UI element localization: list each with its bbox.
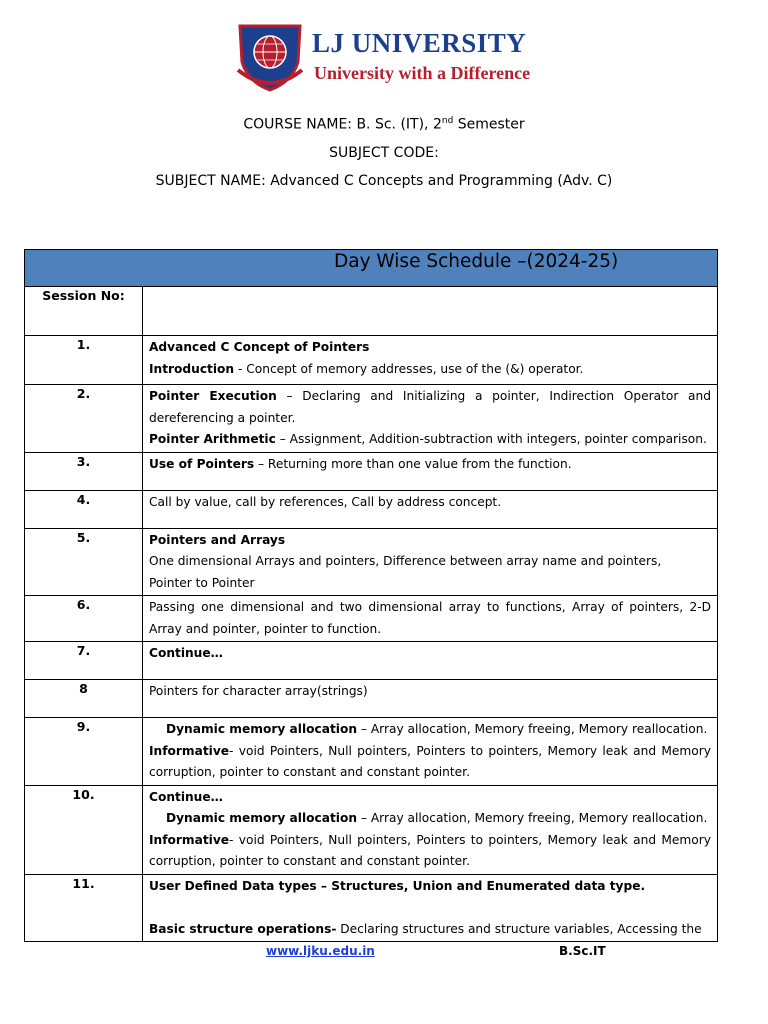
course-name: COURSE NAME: B. Sc. (IT), 2nd Semester	[243, 116, 525, 133]
table-row	[25, 680, 718, 718]
topic-line: Dynamic memory allocation – Array allocation, Memory freeing, Memory reallocation.	[166, 722, 708, 736]
university-logo	[232, 22, 542, 94]
topic-heading: Continue…	[149, 646, 223, 660]
session-topic	[143, 642, 718, 680]
program-label: B.Sc.IT	[559, 944, 606, 958]
topic-heading: Pointers and Arrays	[149, 532, 286, 547]
table-row	[25, 596, 718, 642]
topic-line: Informative- void Pointers, Null pointers, Pointers to pointers, Memory leak and Memory corruption, pointer to constant and constant pointer.	[149, 743, 711, 779]
session-header: Session No:	[25, 287, 143, 336]
session-number: 10.	[25, 785, 143, 874]
topic-heading: Informative	[149, 832, 230, 847]
topic-heading: User Defined Data types – Structures, Union and Enumerated data type.	[149, 878, 646, 893]
session-number: 4.	[25, 490, 143, 528]
session-topic	[143, 680, 718, 718]
topic-heading: Informative	[149, 743, 230, 758]
session-number: 8	[25, 680, 143, 718]
topic-line: Basic structure operations- Declaring structures and structure variables, Accessing the	[149, 921, 702, 936]
topic-heading: Basic structure operations-	[149, 921, 337, 936]
table-row	[25, 718, 718, 786]
topic-heading: Pointer Execution	[149, 389, 277, 403]
subject-name: SUBJECT NAME: Advanced C Concepts and Programming (Adv. C)	[155, 173, 613, 189]
table-row	[25, 490, 718, 528]
session-number: 7.	[25, 642, 143, 680]
shield-emblem-icon	[232, 22, 308, 92]
topic-line: Passing one dimensional and two dimensional array to functions, Array of pointers, 2-D Array and pointer, pointer to function.	[149, 600, 711, 636]
topic-line	[149, 787, 711, 809]
table-row	[25, 874, 718, 942]
topic-heading: Pointer Arithmetic	[149, 432, 276, 446]
session-number: 5.	[25, 528, 143, 596]
topic-line: Pointer Arithmetic – Assignment, Addition-subtraction with integers, pointer comparison.	[149, 432, 707, 446]
schedule-title-row	[25, 250, 718, 287]
topic-heading: Advanced C Concept of Pointers	[149, 340, 370, 354]
table-row	[25, 452, 718, 490]
topic-heading: Dynamic memory allocation	[166, 811, 357, 825]
session-topic	[143, 718, 718, 786]
session-topic	[143, 874, 718, 942]
table-row	[25, 528, 718, 596]
logo-tagline: University with a Difference	[314, 63, 531, 83]
session-topic	[143, 452, 718, 490]
table-row	[25, 385, 718, 453]
topic-line: Use of Pointers – Returning more than one value from the function.	[149, 456, 572, 471]
topic-line: One dimensional Arrays and pointers, Difference between array name and pointers,	[149, 554, 662, 568]
topic-heading: Continue…	[149, 789, 223, 804]
topic-heading: Introduction	[149, 361, 235, 376]
session-topic	[143, 336, 718, 385]
session-topic	[143, 785, 718, 874]
session-number: 11.	[25, 874, 143, 942]
schedule-table	[24, 249, 718, 942]
topic-line: Pointers for character array(strings)	[149, 684, 368, 698]
topic-heading: Dynamic memory allocation	[166, 722, 357, 736]
topic-line: Dynamic memory allocation – Array allocation, Memory freeing, Memory reallocation.	[166, 811, 708, 825]
session-number: 3.	[25, 452, 143, 490]
topic-line	[149, 643, 711, 665]
session-topic	[143, 385, 718, 453]
schedule-title: Day Wise Schedule –(2024-25)	[334, 251, 619, 272]
topic-line: Informative- void Pointers, Null pointers, Pointers to pointers, Memory leak and Memory corruption, pointer to constant and constant pointer.	[149, 832, 711, 868]
topic-line: Call by value, call by references, Call by address concept.	[149, 494, 502, 509]
session-topic	[143, 528, 718, 596]
table-header-row	[25, 287, 718, 336]
topic-line: Pointer Execution – Declaring and Initializing a pointer, Indirection Operator and dereferencing a pointer.	[149, 389, 711, 425]
table-row	[25, 785, 718, 874]
topic-heading: Use of Pointers	[149, 456, 255, 471]
topic-line	[149, 530, 711, 552]
topic-line	[149, 337, 711, 359]
table-row	[25, 642, 718, 680]
session-topic	[143, 596, 718, 642]
topic-line	[149, 876, 711, 898]
session-number: 6.	[25, 596, 143, 642]
topic-line: Pointer to Pointer	[149, 575, 255, 590]
topic-line	[149, 897, 711, 919]
website-link[interactable]: www.ljku.edu.in	[266, 944, 375, 958]
topic-line: Introduction - Concept of memory addresses, use of the (&) operator.	[149, 361, 584, 376]
subject-code: SUBJECT CODE:	[329, 145, 439, 161]
session-number: 2.	[25, 385, 143, 453]
logo-title: LJ UNIVERSITY	[312, 28, 527, 58]
table-row	[25, 336, 718, 385]
session-topic	[143, 490, 718, 528]
session-number: 1.	[25, 336, 143, 385]
session-number: 9.	[25, 718, 143, 786]
topic-header	[143, 287, 718, 336]
